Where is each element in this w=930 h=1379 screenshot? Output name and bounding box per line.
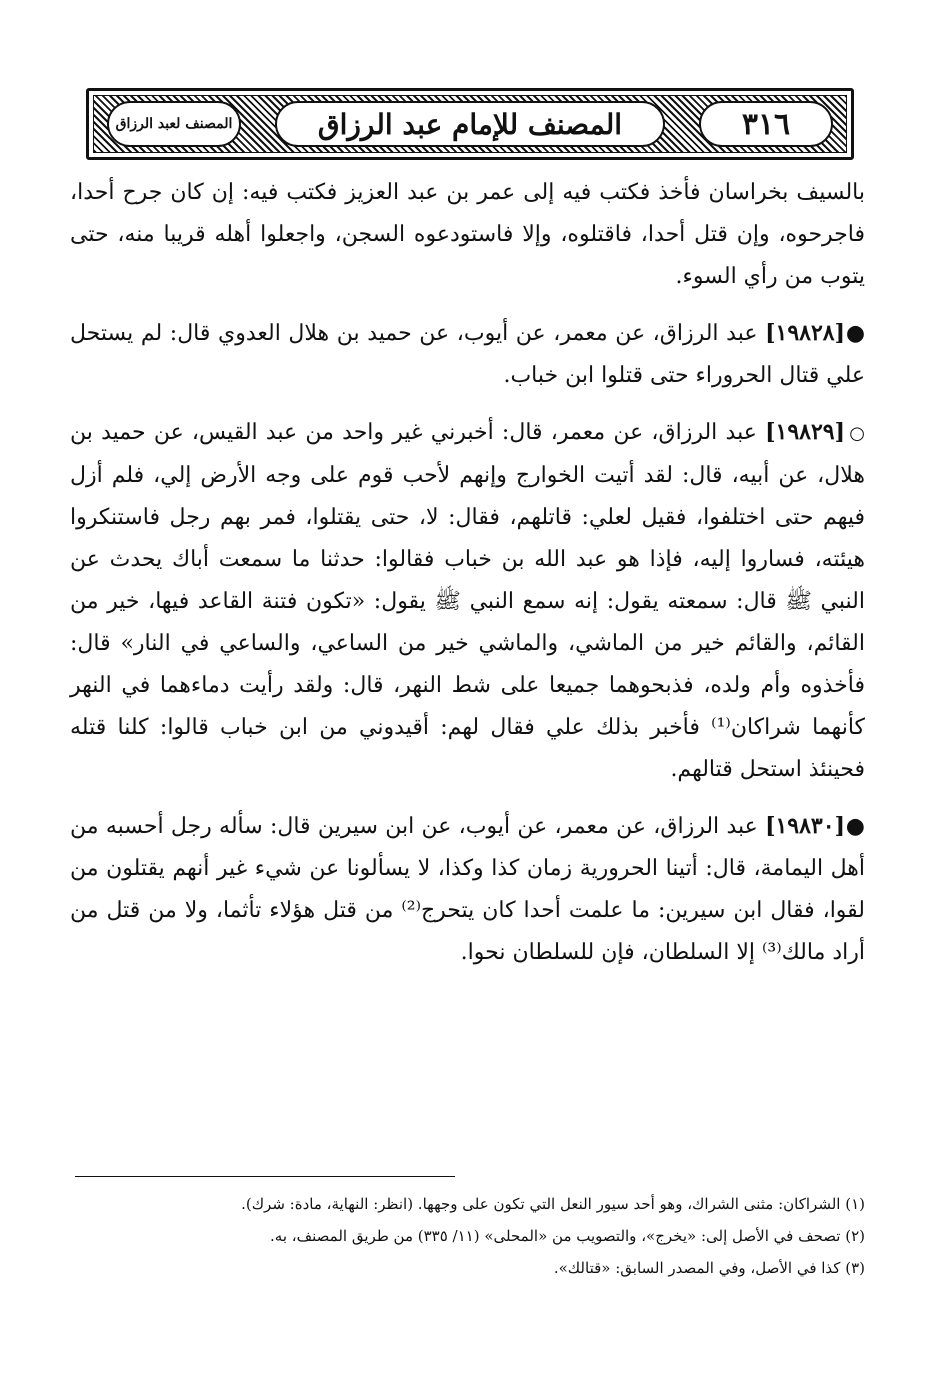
footnote-divider <box>75 1176 455 1177</box>
footnotes <box>70 1190 865 1286</box>
bullet-icon: ● <box>845 814 865 839</box>
hadith-number: [١٩٨٢٨] <box>765 320 846 346</box>
main-text <box>70 172 865 988</box>
page-number: ٣١٦ <box>699 101 833 147</box>
footnote-1: (١) الشراكان: مثنى الشراك، وهو أحد سيور النعل التي تكون على وجهها. (انظر: النهاية، مادة: شرك). <box>241 1195 865 1213</box>
hadith-text: عبد الرزاق، عن معمر، قال: أخبرني غير واحد من عبد القيس، عن حميد بن هلال، عن أبيه، قال: لقد أتيت الخوارج وإنهم لأحب قوم على وجه الأرض إلي، فلم أزل فيهم حتى اختلفوا، فقيل لعلي: قاتلهم، فقال: لا، حتى يقتلوا، فمر بهم رجل فاستنكروا هيئته، فساروا إليه، فإذا هو عبد الله بن خباب فقالوا: حدثنا ما سمعت أباك يحدث عن النبي ﷺ قال: سمعته يقول: إنه سمع النبي ﷺ يقول: «تكون فتنة القاعد فيها، خير من القائم، والقائم خير من الماشي، والماشي خير من الساعي، والساعي في النار» قال: فأخذوه وأم ولده، فذبحوهما جميعا على شط النهر، قال: ولقد رأيت دماءهما في النهر كأنهما شراكان⁽¹⁾ فأخبر بذلك علي فقال لهم: أقيدوني من ابن خباب قالوا: كلنا قتله فحينئذ استحل قتالهم. <box>70 420 865 782</box>
hadith-text: عبد الرزاق، عن معمر، عن أيوب، عن حميد بن هلال العدوي قال: لم يستحل علي قتال الحروراء حتى قتلوا ابن خباب. <box>70 321 865 388</box>
header-emblem <box>107 101 241 147</box>
hadith-19828 <box>70 312 865 397</box>
hadith-number: [١٩٨٣٠] <box>765 813 845 839</box>
title-cartouche <box>275 101 665 147</box>
hadith-text: عبد الرزاق، عن معمر، عن أيوب، عن ابن سيرين قال: سأله رجل أحسبه من أهل اليمامة، قال: أتينا الحرورية زمان كذا وكذا، لا يسألونا عن شيء غير أنهم يقتلون من لقوا، فقال ابن سيرين: ما علمت أحدا كان يتحرج⁽²⁾ من قتل هؤلاء تأثما، ولا من قتل من أراد مالك⁽³⁾ إلا السلطان، فإن للسلطان نحوا. <box>70 814 866 965</box>
footnote-2: (٢) تصحف في الأصل إلى: «يخرج»، والتصويب من «المحلى» (١١/ ٣٣٥) من طريق المصنف، به. <box>270 1227 865 1245</box>
bullet-icon: ● <box>845 321 866 346</box>
hadith-number: [١٩٨٢٩] <box>765 419 846 445</box>
page-header <box>86 88 854 160</box>
paragraph-text: بالسيف بخراسان فأخذ فكتب فيه إلى عمر بن عبد العزيز فكتب فيه: إن كان جرح أحدا، فاجرحوه، وإن قتل أحدا، فاقتلوه، وإلا فاستودعوه السجن، واجعلوا أهله قريبا منه، حتى يتوب من رأي السوء. <box>70 180 865 289</box>
header-emblem-text: المصنف لعبد الرزاق <box>115 116 233 132</box>
hadith-19830 <box>70 805 865 974</box>
book-title: المصنف للإمام عبد الرزاق <box>317 107 623 141</box>
paragraph-continuation <box>70 172 865 298</box>
hadith-19829 <box>70 411 865 791</box>
footnote-3: (٣) كذا في الأصل، وفي المصدر السابق: «قتالك». <box>553 1259 865 1277</box>
ring-icon: ○ <box>849 423 866 444</box>
